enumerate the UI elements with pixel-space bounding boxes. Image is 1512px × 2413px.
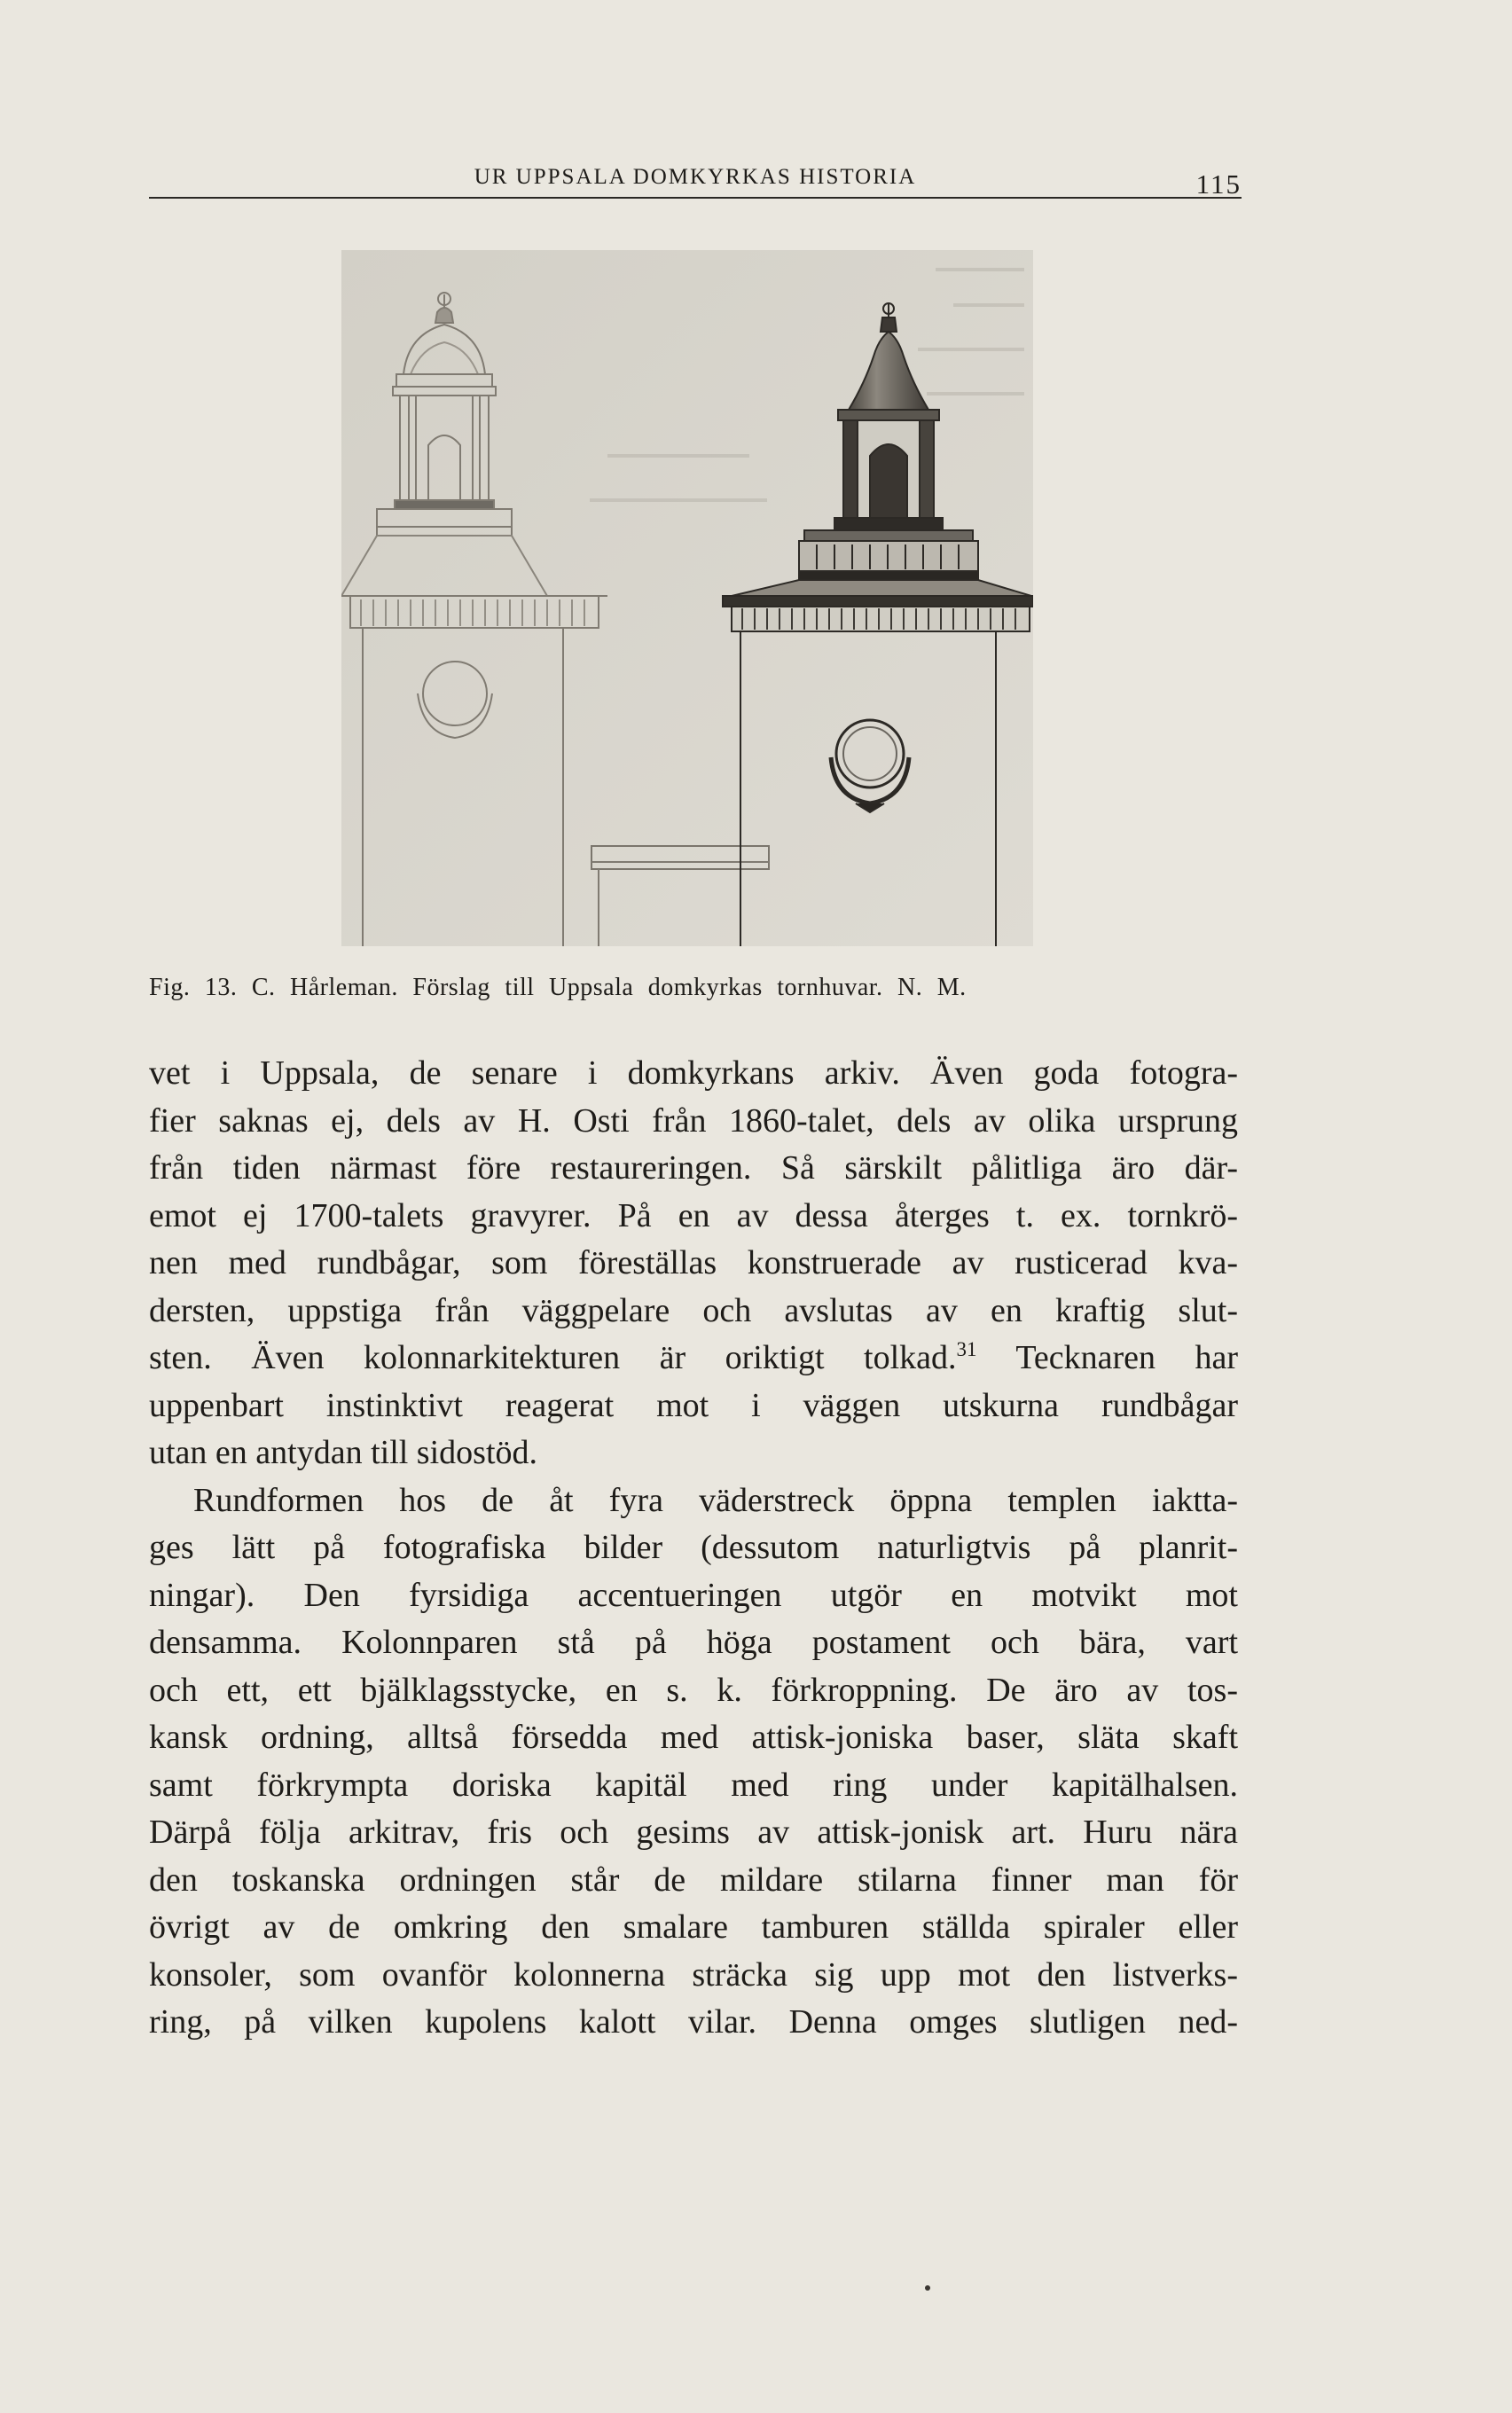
text-line: emot ej 1700-talets gravyrer. På en av dessa återges t. ex. tornkrö- (149, 1196, 1238, 1234)
figure-tower-drawings (341, 250, 1033, 946)
figure-caption: Fig. 13. C. Hårleman. Förslag till Uppsala domkyrkas tornhuvar. N. M. (149, 974, 967, 1001)
text-line: uppenbart instinktivt reagerat mot i väggen utskurna rundbågar (149, 1386, 1238, 1424)
footnote-reference: 31 (956, 1338, 977, 1360)
text-line: samt förkrympta doriska kapitäl med ring under kapitälhalsen. (149, 1766, 1238, 1804)
text-line: konsoler, som ovanför kolonnerna sträcka sig upp mot den listverks- (149, 1955, 1238, 1994)
text-line: Därpå följa arkitrav, fris och gesims av attisk-jonisk art. Huru nära (149, 1814, 1238, 1851)
text-line: vet i Uppsala, de senare i domkyrkans arkiv. Även goda fotogra- (149, 1054, 1238, 1092)
text-line: ningar). Den fyrsidiga accentueringen utgör en motvikt mot (149, 1576, 1238, 1614)
tower-drawings-illustration (341, 250, 1033, 946)
text-line: utan en antydan till sidostöd. (149, 1434, 538, 1471)
paragraph-2 (149, 1477, 1238, 2047)
text-line: den toskanska ordningen står de mildare stilarna finner man för (149, 1861, 1238, 1899)
text-line: kansk ordning, alltså försedda med attisk-joniska baser, släta skaft (149, 1719, 1238, 1756)
text-line-with-footnote (149, 1335, 1238, 1383)
text-line: densamma. Kolonnparen stå på höga postament och bära, vart (149, 1624, 1238, 1661)
text-line: och ett, ett bjälklagsstycke, en s. k. förkroppning. De äro av tos- (149, 1671, 1238, 1709)
paper-speck (925, 2285, 930, 2291)
text-line: fier saknas ej, dels av H. Osti från 1860-talet, dels av olika ursprung (149, 1101, 1238, 1140)
text-line: övrigt av de omkring den smalare tamburen ställda spiraler eller (149, 1908, 1238, 1946)
paragraph-1 (149, 1050, 1238, 1477)
body-text (149, 1050, 1238, 2047)
text-line: ring, på vilken kupolens kalott vilar. Denna omges slutligen ned- (149, 2003, 1238, 2041)
text-line: Rundformen hos de åt fyra väderstreck öppna templen iaktta- (193, 1481, 1238, 1519)
text-line: från tiden närmast före restaureringen. Så särskilt pålitliga äro där- (149, 1149, 1238, 1187)
page-number: 115 (1195, 168, 1242, 200)
text-segment: Tecknaren har (976, 1339, 1239, 1376)
text-line: nen med rundbågar, som föreställas konstruerade av rusticerad kva- (149, 1244, 1238, 1281)
running-title: UR UPPSALA DOMKYRKAS HISTORIA (474, 165, 917, 189)
running-head (149, 161, 1242, 199)
text-line: dersten, uppstiga från väggpelare och avslutas av en kraftig slut- (149, 1291, 1238, 1329)
text-line: ges lätt på fotografiska bilder (dessutom naturligtvis på planrit- (149, 1529, 1238, 1566)
text-segment: sten. Även kolonnarkitekturen är oriktigt tolkad. (149, 1339, 957, 1376)
